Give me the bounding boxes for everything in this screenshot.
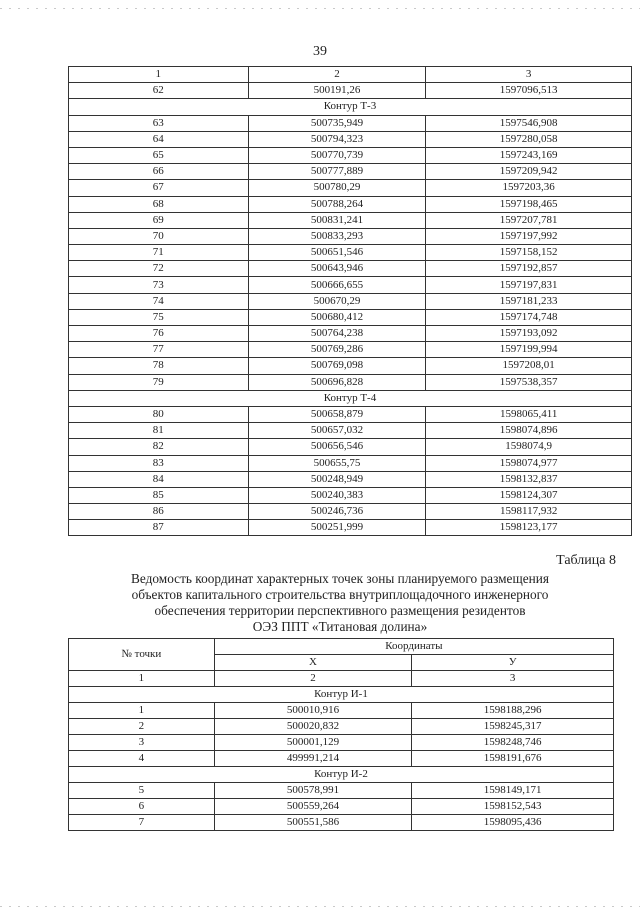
point-number-cell: 85 (69, 487, 249, 503)
y-coordinate-cell: 1598124,307 (426, 487, 632, 503)
header-point-number: № точки (69, 639, 215, 671)
x-coordinate-cell: 499991,214 (214, 751, 412, 767)
contour-section-row (69, 767, 614, 783)
table-row (69, 261, 632, 277)
y-coordinate-cell: 1598065,411 (426, 406, 632, 422)
point-number-cell: 87 (69, 520, 249, 536)
y-coordinate-cell: 1598152,543 (412, 799, 614, 815)
point-number-cell: 4 (69, 751, 215, 767)
y-coordinate-cell: 1598117,932 (426, 504, 632, 520)
table-row (69, 212, 632, 228)
y-coordinate-cell: 1597208,01 (426, 358, 632, 374)
table-row (69, 751, 614, 767)
y-coordinate-cell: 1597209,942 (426, 164, 632, 180)
table-row (69, 180, 632, 196)
table-title-line: объектов капитального строительства внутриплощадочного инженерного (131, 587, 549, 602)
x-coordinate-cell: 500655,75 (248, 455, 426, 471)
point-number-cell: 70 (69, 228, 249, 244)
point-number-cell: 79 (69, 374, 249, 390)
x-coordinate-cell: 500020,832 (214, 719, 412, 735)
table-row (69, 487, 632, 503)
coordinates-table-8 (68, 638, 614, 831)
table-column-numbers (69, 671, 614, 687)
contour-label: Контур Т-4 (69, 390, 632, 406)
x-coordinate-cell: 500794,323 (248, 131, 426, 147)
y-coordinate-cell: 1597174,748 (426, 309, 632, 325)
x-coordinate-cell: 500248,949 (248, 471, 426, 487)
contour-section-row (69, 99, 632, 115)
table-row (69, 115, 632, 131)
point-number-cell: 75 (69, 309, 249, 325)
x-coordinate-cell: 500788,264 (248, 196, 426, 212)
table-column-numbers (69, 67, 632, 83)
y-coordinate-cell: 1597158,152 (426, 245, 632, 261)
y-coordinate-cell: 1597203,36 (426, 180, 632, 196)
x-coordinate-cell: 500777,889 (248, 164, 426, 180)
x-coordinate-cell: 500769,286 (248, 342, 426, 358)
point-number-cell: 71 (69, 245, 249, 261)
x-coordinate-cell: 500559,264 (214, 799, 412, 815)
table-row (69, 131, 632, 147)
point-number-cell: 84 (69, 471, 249, 487)
table-row (69, 374, 632, 390)
scan-edge-bottom (0, 906, 640, 907)
point-number-cell: 67 (69, 180, 249, 196)
x-coordinate-cell: 500658,879 (248, 406, 426, 422)
table-row (69, 719, 614, 735)
x-coordinate-cell: 500251,999 (248, 520, 426, 536)
point-number-cell: 2 (69, 719, 215, 735)
table-row (69, 504, 632, 520)
table-header-row (69, 639, 614, 655)
y-coordinate-cell: 1598248,746 (412, 735, 614, 751)
point-number-cell: 80 (69, 406, 249, 422)
x-coordinate-cell: 500833,293 (248, 228, 426, 244)
table-row (69, 196, 632, 212)
table-row (69, 471, 632, 487)
y-coordinate-cell: 1597192,857 (426, 261, 632, 277)
contour-section-row (69, 390, 632, 406)
point-number-cell: 66 (69, 164, 249, 180)
x-coordinate-cell: 500670,29 (248, 293, 426, 309)
x-coordinate-cell: 500643,946 (248, 261, 426, 277)
table-title (60, 571, 620, 635)
x-coordinate-cell: 500680,412 (248, 309, 426, 325)
x-coordinate-cell: 500735,949 (248, 115, 426, 131)
y-coordinate-cell: 1597197,992 (426, 228, 632, 244)
table-row (69, 815, 614, 831)
y-coordinate-cell: 1598095,436 (412, 815, 614, 831)
y-coordinate-cell: 1598074,9 (426, 439, 632, 455)
table-row (69, 277, 632, 293)
x-coordinate-cell: 500666,655 (248, 277, 426, 293)
table-row (69, 455, 632, 471)
column-number: 1 (69, 671, 215, 687)
x-coordinate-cell: 500246,736 (248, 504, 426, 520)
y-coordinate-cell: 1597197,831 (426, 277, 632, 293)
x-coordinate-cell: 500831,241 (248, 212, 426, 228)
point-number-cell: 77 (69, 342, 249, 358)
table-row (69, 147, 632, 163)
table-row (69, 245, 632, 261)
point-number-cell: 63 (69, 115, 249, 131)
y-coordinate-cell: 1597546,908 (426, 115, 632, 131)
x-coordinate-cell: 500551,586 (214, 815, 412, 831)
point-number-cell: 73 (69, 277, 249, 293)
table-row (69, 423, 632, 439)
y-coordinate-cell: 1597198,465 (426, 196, 632, 212)
table-label: Таблица 8 (556, 553, 616, 568)
point-number-cell: 3 (69, 735, 215, 751)
header-x: X (214, 655, 412, 671)
x-coordinate-cell: 500769,098 (248, 358, 426, 374)
point-number-cell: 6 (69, 799, 215, 815)
y-coordinate-cell: 1597199,994 (426, 342, 632, 358)
column-number: 3 (426, 67, 632, 83)
point-number-cell: 5 (69, 783, 215, 799)
point-number-cell: 69 (69, 212, 249, 228)
x-coordinate-cell: 500657,032 (248, 423, 426, 439)
point-number-cell: 68 (69, 196, 249, 212)
x-coordinate-cell: 500010,916 (214, 703, 412, 719)
y-coordinate-cell: 1597181,233 (426, 293, 632, 309)
y-coordinate-cell: 1598149,171 (412, 783, 614, 799)
point-number-cell: 83 (69, 455, 249, 471)
table-row (69, 703, 614, 719)
coordinates-table-continued (68, 66, 632, 536)
table-row (69, 783, 614, 799)
x-coordinate-cell: 500780,29 (248, 180, 426, 196)
x-coordinate-cell: 500001,129 (214, 735, 412, 751)
point-number-cell: 82 (69, 439, 249, 455)
x-coordinate-cell: 500240,383 (248, 487, 426, 503)
table-row (69, 520, 632, 536)
table-row (69, 439, 632, 455)
table-row (69, 293, 632, 309)
x-coordinate-cell: 500651,546 (248, 245, 426, 261)
y-coordinate-cell: 1597243,169 (426, 147, 632, 163)
table-title-line: ОЭЗ ППТ «Титановая долина» (252, 619, 428, 634)
y-coordinate-cell: 1597207,781 (426, 212, 632, 228)
point-number-cell: 74 (69, 293, 249, 309)
table-row (69, 342, 632, 358)
point-number-cell: 1 (69, 703, 215, 719)
table-row (69, 799, 614, 815)
y-coordinate-cell: 1598074,896 (426, 423, 632, 439)
point-number-cell: 64 (69, 131, 249, 147)
point-number-cell: 76 (69, 326, 249, 342)
y-coordinate-cell: 1598188,296 (412, 703, 614, 719)
y-coordinate-cell: 1598132,837 (426, 471, 632, 487)
y-coordinate-cell: 1597538,357 (426, 374, 632, 390)
y-coordinate-cell: 1597096,513 (426, 83, 632, 99)
column-number: 2 (214, 671, 412, 687)
y-coordinate-cell: 1598191,676 (412, 751, 614, 767)
page-number: 39 (313, 44, 327, 59)
x-coordinate-cell: 500770,739 (248, 147, 426, 163)
table-row (69, 406, 632, 422)
y-coordinate-cell: 1597280,058 (426, 131, 632, 147)
point-number-cell: 65 (69, 147, 249, 163)
y-coordinate-cell: 1598123,177 (426, 520, 632, 536)
scan-edge-top (0, 8, 640, 9)
table-row (69, 228, 632, 244)
table-title-line: Ведомость координат характерных точек зоны планируемого размещения (131, 571, 549, 586)
x-coordinate-cell: 500696,828 (248, 374, 426, 390)
table-row (69, 309, 632, 325)
y-coordinate-cell: 1598074,977 (426, 455, 632, 471)
column-number: 1 (69, 67, 249, 83)
table-row (69, 735, 614, 751)
contour-label: Контур Т-3 (69, 99, 632, 115)
column-number: 2 (248, 67, 426, 83)
table-row (69, 358, 632, 374)
x-coordinate-cell: 500764,238 (248, 326, 426, 342)
table-row (69, 83, 632, 99)
table-row (69, 326, 632, 342)
header-coordinates: Координаты (214, 639, 613, 655)
x-coordinate-cell: 500656,546 (248, 439, 426, 455)
x-coordinate-cell: 500191,26 (248, 83, 426, 99)
y-coordinate-cell: 1598245,317 (412, 719, 614, 735)
point-number-cell: 86 (69, 504, 249, 520)
table-title-line: обеспечения территории перспективного размещения резидентов (154, 603, 526, 618)
point-number-cell: 7 (69, 815, 215, 831)
y-coordinate-cell: 1597193,092 (426, 326, 632, 342)
x-coordinate-cell: 500578,991 (214, 783, 412, 799)
point-number-cell: 72 (69, 261, 249, 277)
point-number-cell: 78 (69, 358, 249, 374)
contour-section-row (69, 687, 614, 703)
table-row (69, 164, 632, 180)
column-number: 3 (412, 671, 614, 687)
contour-label: Контур И-2 (69, 767, 614, 783)
contour-label: Контур И-1 (69, 687, 614, 703)
point-number-cell: 62 (69, 83, 249, 99)
header-y: У (412, 655, 614, 671)
point-number-cell: 81 (69, 423, 249, 439)
